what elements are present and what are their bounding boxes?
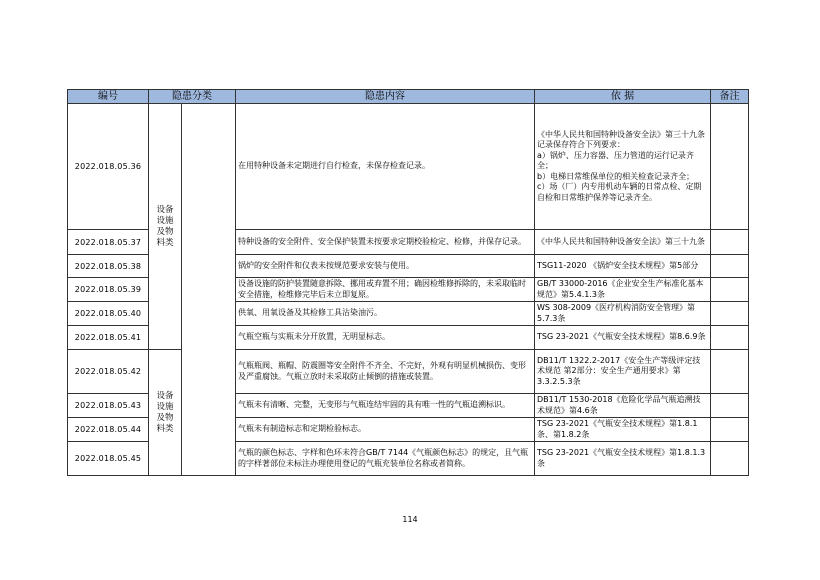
header-basis: 依 据 [535,90,711,104]
page-number: 114 [402,515,418,524]
row-id: 2022.018.05.40 [68,302,149,326]
subcategory-cell [182,104,236,476]
row-id: 2022.018.05.45 [68,442,149,476]
row-basis: DB11/T 1322.2-2017《安全生产等级评定技术规范 第2部分：安全生产通用要求》第3.3.2.5.3条 [535,350,711,394]
row-note [711,104,749,230]
row-content: 气瓶未有清晰、完整，无变形与气瓶连结牢固的具有唯一性的气瓶追溯标识。 [236,394,535,418]
table-row [68,104,749,230]
row-id: 2022.018.05.41 [68,326,149,350]
row-id: 2022.018.05.39 [68,278,149,302]
row-id: 2022.018.05.44 [68,418,149,442]
hazard-table-container [67,89,748,476]
row-basis: DB11/T 1530-2018《危险化学品气瓶追溯技术规范》第4.6条 [535,394,711,418]
header-note: 备注 [711,90,749,104]
category-cell: 设备 设施 及物 料类 [149,104,182,350]
table-row [68,350,749,394]
row-content: 在用特种设备未定期进行自行检查，未保存检查记录。 [236,104,535,230]
row-note [711,278,749,302]
row-note [711,350,749,394]
row-content: 供氧、用氧设备及其检修工具沾染油污。 [236,302,535,326]
row-content: 气瓶瓶阀、瓶帽、防震圈等安全附件不齐全、不完好，外观有明显机械损伤、变形及严重腐蚀。气瓶立放时未采取防止倾倒的措施或装置。 [236,350,535,394]
row-content: 气瓶空瓶与实瓶未分开放置，无明显标志。 [236,326,535,350]
hazard-table [67,89,749,476]
table-header-row [68,90,749,104]
row-basis: TSG 23-2021《气瓶安全技术规程》第1.8.1.3条 [535,442,711,476]
row-note [711,394,749,418]
row-id: 2022.018.05.43 [68,394,149,418]
row-basis: WS 308-2009《医疗机构消防安全管理》第5.7.3条 [535,302,711,326]
row-id: 2022.018.05.36 [68,104,149,230]
row-note [711,418,749,442]
row-basis: TSG 23-2021《气瓶安全技术规程》第1.8.1条、第1.8.2条 [535,418,711,442]
row-note [711,302,749,326]
row-id: 2022.018.05.42 [68,350,149,394]
row-basis: 《中华人民共和国特种设备安全法》第三十九条 [535,230,711,255]
row-id: 2022.018.05.37 [68,230,149,255]
row-note [711,442,749,476]
row-basis: GB/T 33000-2016《企业安全生产标准化基本规范》第5.4.1.3条 [535,278,711,302]
row-note [711,230,749,255]
header-category: 隐患分类 [149,90,236,104]
row-content: 气瓶未有制造标志和定期检验标志。 [236,418,535,442]
row-content: 设备设施的防护装置随意拆除、挪用或弃置不用；确因检维修拆除的，未采取临时安全措施，检维修完毕后未立即复原。 [236,278,535,302]
row-content: 锅炉的安全附件和仪表未按规范要求安装与使用。 [236,255,535,278]
row-note [711,255,749,278]
row-content: 特种设备的安全附件、安全保护装置未按要求定期校验检定、检修，并保存记录。 [236,230,535,255]
row-basis: 《中华人民共和国特种设备安全法》第三十九条 记录保存符合下列要求： a）锅炉、压力容器、压力管道的运行记录齐全； b）电梯日常维保单位的相关检查记录齐全； c）场（厂）内专用机动车辆的日常点检、定期自检和日常维护保养等记录齐全。 [535,104,711,230]
row-id: 2022.018.05.38 [68,255,149,278]
row-content: 气瓶的颜色标志、字样和色环未符合GB/T 7144《气瓶颜色标志》的规定，且气瓶的字样著部位未标注办理使用登记的气瓶充装单位名称或者简称。 [236,442,535,476]
header-id: 编号 [68,90,149,104]
row-basis: TSG 23-2021《气瓶安全技术规程》第8.6.9条 [535,326,711,350]
row-note [711,326,749,350]
row-basis: TSG11-2020 《锅炉安全技术规程》第5部分 [535,255,711,278]
category-cell: 设备 设施 及物 料类 [149,350,182,476]
header-content: 隐患内容 [236,90,535,104]
